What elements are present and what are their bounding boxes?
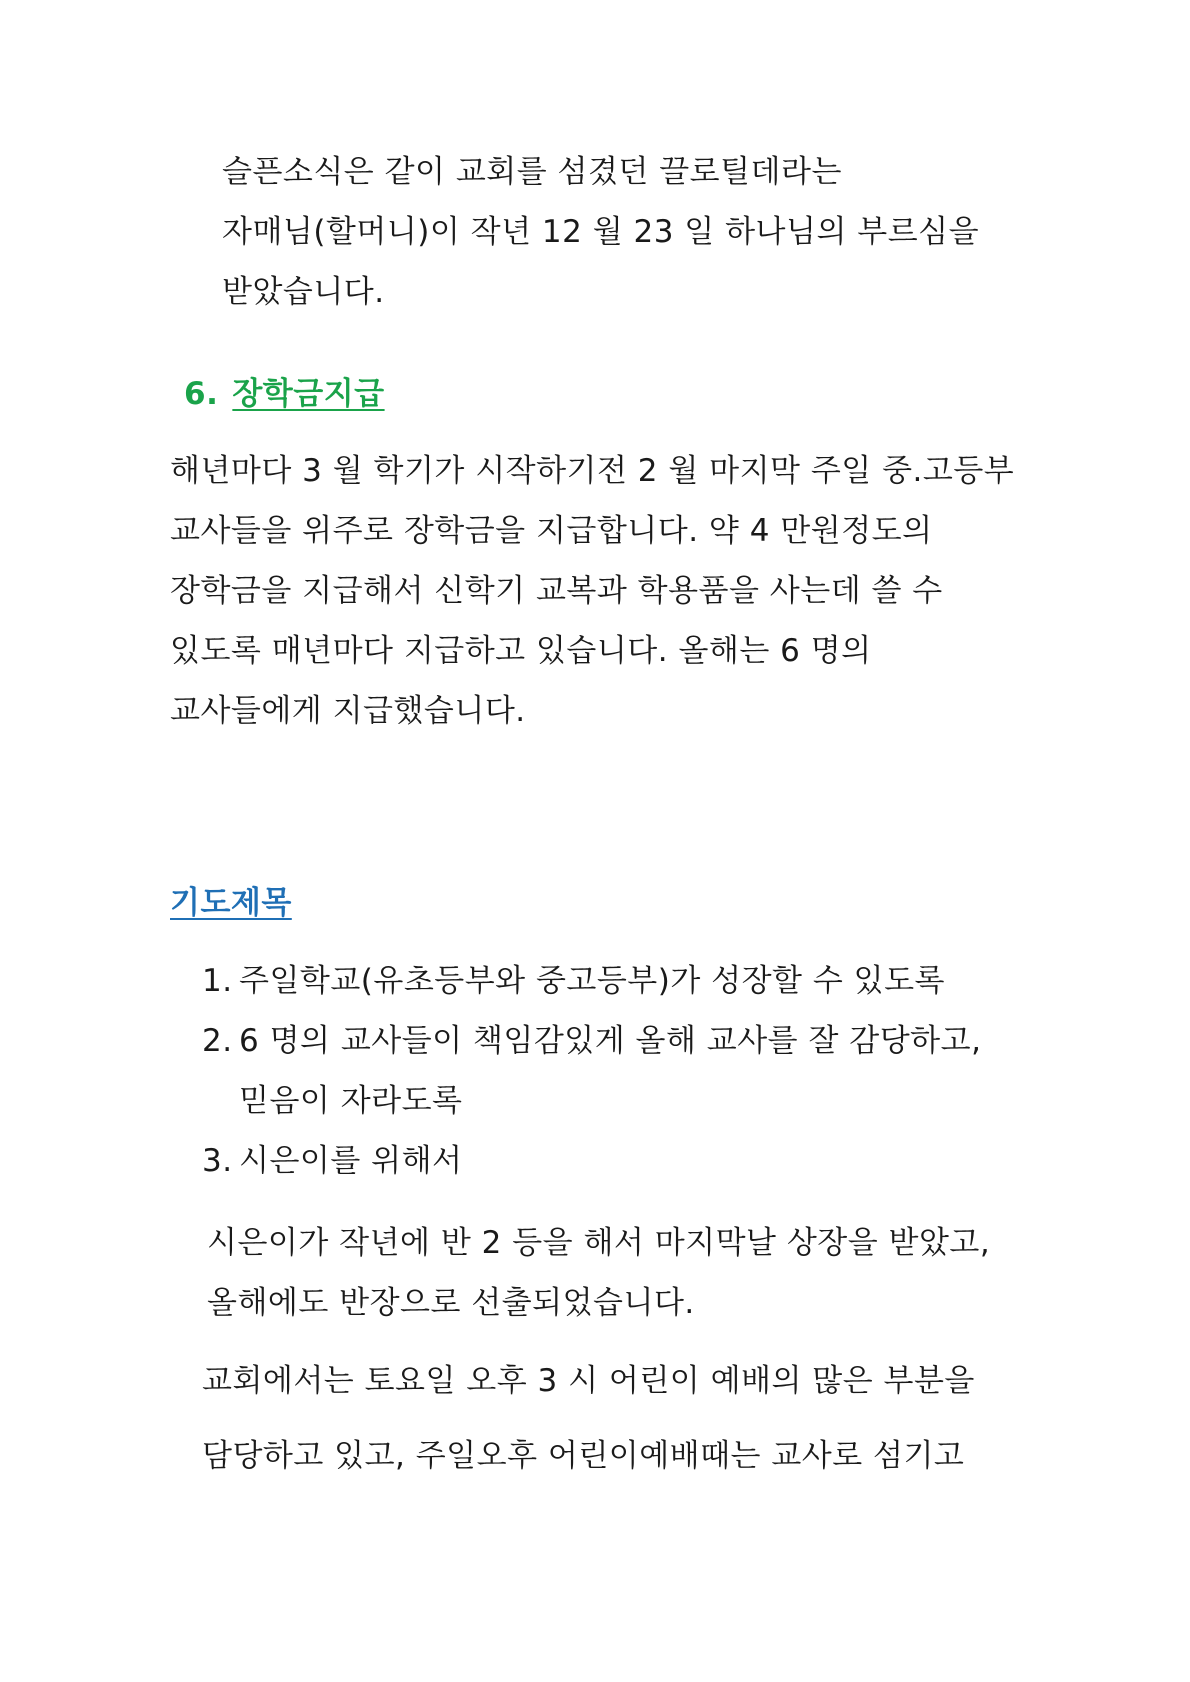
- prayer-item-1: [202, 961, 945, 1001]
- sad-news-line-2: 자매님(할머니)이 작년 12 월 23 일 하나님의 부르심을: [222, 214, 980, 250]
- prayer-item-3-number: 3.: [202, 1143, 233, 1179]
- scholarship-heading: [184, 374, 385, 414]
- prayer-item-1-number: 1.: [202, 963, 233, 999]
- church-line-1: 교회에서는 토요일 오후 3 시 어린이 예배의 많은 부분을: [202, 1363, 975, 1399]
- prayer-item-2-continuation: 믿음이 자라도록: [239, 1083, 463, 1119]
- scholarship-line-2: 교사들을 위주로 장학금을 지급합니다. 약 4 만원정도의: [170, 513, 933, 549]
- scholarship-line-3: 장학금을 지급해서 신학기 교복과 학용품을 사는데 쓸 수: [170, 573, 943, 609]
- prayer-item-2-number: 2.: [202, 1023, 233, 1059]
- scholarship-line-4: 있도록 매년마다 지급하고 있습니다. 올해는 6 명의: [170, 633, 872, 669]
- prayer-item-1-text: 주일학교(유초등부와 중고등부)가 성장할 수 있도록: [239, 963, 945, 999]
- sad-news-line-3: 받았습니다.: [222, 274, 385, 310]
- church-line-2: 담당하고 있고, 주일오후 어린이예배때는 교사로 섬기고: [202, 1438, 965, 1474]
- sad-news-line-1: 슬픈소식은 같이 교회를 섬겼던 끌로틸데라는: [222, 154, 842, 190]
- siun-line-1: 시은이가 작년에 반 2 등을 해서 마지막날 상장을 받았고,: [207, 1225, 991, 1261]
- scholarship-title: 장학금지급: [232, 376, 385, 412]
- scholarship-number: 6.: [184, 376, 219, 412]
- prayer-item-3-text: 시은이를 위해서: [239, 1143, 463, 1179]
- scholarship-line-1: 해년마다 3 월 학기가 시작하기전 2 월 마지막 주일 중.고등부: [170, 453, 1015, 489]
- scholarship-line-5: 교사들에게 지급했습니다.: [170, 693, 526, 729]
- prayer-item-2-text: 6 명의 교사들이 책임감있게 올해 교사를 잘 감당하고,: [239, 1023, 982, 1059]
- prayer-heading: 기도제목: [170, 885, 292, 921]
- prayer-item-2: [202, 1021, 981, 1061]
- siun-line-2: 올해에도 반장으로 선출되었습니다.: [207, 1285, 695, 1321]
- prayer-item-3: [202, 1141, 462, 1181]
